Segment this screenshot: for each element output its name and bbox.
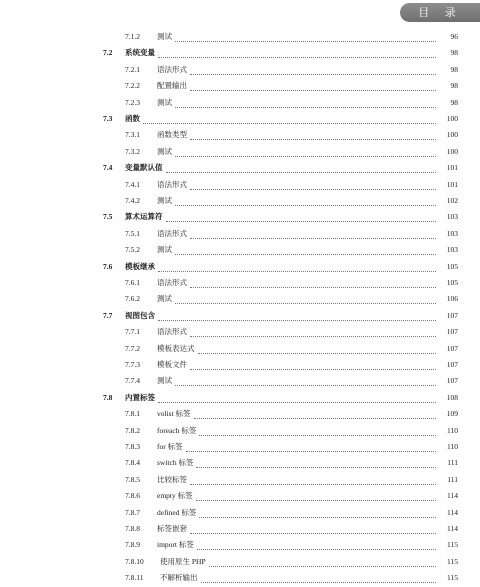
toc-subsection-row[interactable] <box>0 94 480 111</box>
toc-entry-number: 7.8.3 <box>125 442 140 451</box>
toc-entry-number: 7.8.11 <box>125 573 144 583</box>
toc-entry-number: 7.8.10 <box>125 556 144 566</box>
toc-subsection-row[interactable] <box>0 504 480 521</box>
toc-entry-page-number: 106 <box>446 294 458 304</box>
toc-dot-leader <box>196 490 436 501</box>
toc-entry-page-number: 107 <box>446 343 458 353</box>
toc-entry-number: 7.8.6 <box>125 491 140 501</box>
toc-entry-number: 7.5 <box>103 212 113 222</box>
toc-entry-page-number: 101 <box>446 163 458 173</box>
toc-entry-page-number: 98 <box>450 97 458 107</box>
toc-dot-leader <box>166 162 436 173</box>
toc-dot-leader <box>175 244 436 255</box>
toc-entry-page-number: 108 <box>446 392 458 402</box>
toc-subsection-row[interactable] <box>0 422 480 439</box>
toc-entry-title: import 标签 <box>157 540 194 550</box>
toc-dot-leader <box>175 195 436 206</box>
toc-dot-leader <box>190 179 436 190</box>
toc-subsection-row[interactable] <box>0 143 480 160</box>
toc-entry-title: 模板继承 <box>125 261 155 271</box>
toc-entry-number: 7.8.8 <box>125 524 140 533</box>
toc-section-row[interactable] <box>0 307 480 324</box>
toc-subsection-row[interactable] <box>0 536 480 553</box>
toc-entry-page-number: 107 <box>446 360 458 369</box>
toc-dot-leader <box>190 129 436 140</box>
toc-entry-page-number: 96 <box>450 32 458 41</box>
toc-dot-leader <box>158 392 436 403</box>
toc-subsection-row[interactable] <box>0 356 480 373</box>
toc-entry-page-number: 107 <box>446 376 458 386</box>
toc-entry-title: 系统变量 <box>125 48 155 58</box>
toc-dot-leader <box>209 556 436 567</box>
toc-dot-leader <box>166 211 436 222</box>
toc-entry-title: foreach 标签 <box>157 425 197 435</box>
toc-entry-number: 7.5.2 <box>125 245 140 255</box>
toc-dot-leader <box>197 539 436 550</box>
toc-entry-number: 7.2 <box>103 48 113 58</box>
toc-entry-page-number: 109 <box>446 409 458 419</box>
toc-subsection-row[interactable] <box>0 61 480 78</box>
toc-subsection-row[interactable] <box>0 28 480 45</box>
toc-dot-leader <box>190 474 436 485</box>
toc-subsection-row[interactable] <box>0 372 480 389</box>
toc-dot-leader <box>190 228 436 239</box>
toc-entry-number: 7.5.1 <box>125 228 140 238</box>
toc-entry-number: 7.8.7 <box>125 507 140 517</box>
toc-entry-number: 7.7.3 <box>125 360 140 369</box>
toc-entry-title: 测试 <box>157 196 172 205</box>
toc-section-row[interactable] <box>0 389 480 406</box>
toc-entry-title: 不解析输出 <box>160 573 198 583</box>
toc-entry-page-number: 105 <box>446 278 458 287</box>
toc-entry-page-number: 100 <box>446 146 458 156</box>
toc-entry-title: 语法形式 <box>157 64 187 74</box>
toc-section-row[interactable] <box>0 258 480 275</box>
toc-entry-number: 7.2.3 <box>125 97 140 107</box>
toc-entry-page-number: 102 <box>446 196 458 205</box>
toc-entry-number: 7.8.9 <box>125 540 140 550</box>
toc-entry-page-number: 114 <box>447 507 458 517</box>
toc-entry-title: 内置标签 <box>125 392 155 402</box>
toc-entry-title: 使用原生 PHP <box>160 556 206 566</box>
toc-section-row[interactable] <box>0 110 480 127</box>
toc-entry-page-number: 98 <box>450 64 458 74</box>
toc-entry-number: 7.3 <box>103 114 113 123</box>
toc-subsection-row[interactable] <box>0 192 480 209</box>
chapter-header-tab: 目 录 <box>400 3 480 22</box>
toc-entry-title: 算术运算符 <box>125 212 163 222</box>
toc-dot-leader <box>196 457 436 468</box>
toc-entry-page-number: 100 <box>446 114 458 123</box>
toc-entry-title: 变量默认值 <box>125 163 163 173</box>
toc-entry-title: 测试 <box>157 97 172 107</box>
toc-entry-number: 7.8.4 <box>125 458 140 468</box>
toc-entry-number: 7.3.1 <box>125 130 140 140</box>
toc-entry-page-number: 105 <box>446 261 458 271</box>
toc-entry-page-number: 103 <box>446 245 458 255</box>
toc-subsection-row[interactable] <box>0 241 480 258</box>
toc-dot-leader <box>190 326 436 337</box>
toc-entry-title: 测试 <box>157 245 172 255</box>
toc-entry-page-number: 101 <box>446 179 458 189</box>
toc-section-row[interactable] <box>0 159 480 176</box>
toc-subsection-row[interactable] <box>0 487 480 504</box>
toc-dot-leader <box>158 310 436 321</box>
toc-dot-leader <box>199 507 436 518</box>
toc-entry-title: for 标签 <box>157 442 183 451</box>
toc-entry-number: 7.2.1 <box>125 64 140 74</box>
toc-entry-page-number: 110 <box>447 425 458 435</box>
toc-dot-leader <box>190 80 436 91</box>
toc-entry-title: 语法形式 <box>157 327 187 337</box>
toc-entry-number: 7.6 <box>103 261 113 271</box>
toc-subsection-row[interactable] <box>0 569 480 586</box>
toc-dot-leader <box>158 261 436 272</box>
toc-subsection-row[interactable] <box>0 176 480 193</box>
toc-entry-page-number: 98 <box>450 48 458 58</box>
toc-subsection-row[interactable] <box>0 553 480 570</box>
toc-entry-title: volist 标签 <box>157 409 191 419</box>
toc-dot-leader <box>175 146 436 157</box>
toc-subsection-row[interactable] <box>0 454 480 471</box>
toc-dot-leader <box>198 343 436 354</box>
toc-subsection-row[interactable] <box>0 77 480 94</box>
toc-subsection-row[interactable] <box>0 438 480 455</box>
toc-entry-title: 语法形式 <box>157 179 187 189</box>
toc-dot-leader <box>186 441 436 452</box>
toc-entry-number: 7.7.1 <box>125 327 140 337</box>
toc-entry-title: switch 标签 <box>157 458 194 468</box>
toc-entry-title: 视图包含 <box>125 310 155 320</box>
toc-entry-title: 配置输出 <box>157 81 187 91</box>
toc-entry-number: 7.4 <box>103 163 113 173</box>
toc-dot-leader <box>201 572 436 583</box>
toc-dot-leader <box>194 408 436 419</box>
toc-dot-leader <box>158 47 436 58</box>
toc-section-row[interactable] <box>0 44 480 61</box>
toc-entry-page-number: 103 <box>446 212 458 222</box>
toc-subsection-row[interactable] <box>0 225 480 242</box>
toc-dot-leader <box>190 359 436 370</box>
toc-entry-title: empty 标签 <box>157 491 193 501</box>
toc-entry-number: 7.2.2 <box>125 81 140 91</box>
toc-entry-page-number: 107 <box>446 327 458 337</box>
toc-subsection-row[interactable] <box>0 520 480 537</box>
toc-subsection-row[interactable] <box>0 340 480 357</box>
toc-entry-number: 7.8.5 <box>125 474 140 484</box>
toc-dot-leader <box>190 277 436 288</box>
toc-subsection-row[interactable] <box>0 274 480 291</box>
toc-entry-title: 函数 <box>125 114 140 123</box>
toc-entry-page-number: 114 <box>447 524 458 533</box>
toc-subsection-row[interactable] <box>0 471 480 488</box>
toc-entry-title: 语法形式 <box>157 228 187 238</box>
toc-entry-page-number: 103 <box>446 228 458 238</box>
toc-entry-title: 测试 <box>157 294 172 304</box>
toc-subsection-row[interactable] <box>0 126 480 143</box>
toc-entry-title: 语法形式 <box>157 278 187 287</box>
toc-entry-page-number: 115 <box>447 556 458 566</box>
toc-entry-title: 模板文件 <box>157 360 187 369</box>
toc-dot-leader <box>175 31 436 42</box>
toc-entry-page-number: 100 <box>446 130 458 140</box>
toc-entry-title: 测试 <box>157 32 172 41</box>
toc-entry-title: 比较标签 <box>157 474 187 484</box>
toc-section-row[interactable] <box>0 208 480 225</box>
toc-dot-leader <box>199 425 436 436</box>
toc-dot-leader <box>190 64 436 75</box>
toc-entry-number: 7.6.1 <box>125 278 140 287</box>
toc-entry-title: 测试 <box>157 146 172 156</box>
toc-entry-title: 模板表达式 <box>157 343 195 353</box>
toc-subsection-row[interactable] <box>0 323 480 340</box>
toc-entry-number: 7.8.2 <box>125 425 140 435</box>
toc-entry-title: 标签嵌套 <box>157 524 187 533</box>
toc-dot-leader <box>175 293 436 304</box>
toc-dot-leader <box>175 375 436 386</box>
toc-entry-title: 函数类型 <box>157 130 187 140</box>
toc-entry-number: 7.4.1 <box>125 179 140 189</box>
toc-entry-number: 7.8 <box>103 392 113 402</box>
toc-entry-page-number: 115 <box>447 573 458 583</box>
toc-subsection-row[interactable] <box>0 405 480 422</box>
toc-entry-page-number: 111 <box>447 474 458 484</box>
toc-entry-number: 7.4.2 <box>125 196 140 205</box>
toc-entry-number: 7.7.4 <box>125 376 140 386</box>
toc-entry-page-number: 114 <box>447 491 458 501</box>
toc-entry-page-number: 98 <box>450 81 458 91</box>
toc-entry-title: defined 标签 <box>157 507 197 517</box>
toc-entry-title: 测试 <box>157 376 172 386</box>
toc-entry-number: 7.7.2 <box>125 343 140 353</box>
toc-entry-number: 7.6.2 <box>125 294 140 304</box>
toc-dot-leader <box>143 113 436 124</box>
toc-entry-number: 7.8.1 <box>125 409 140 419</box>
toc-entry-number: 7.7 <box>103 310 113 320</box>
toc-entry-page-number: 107 <box>446 310 458 320</box>
toc-entry-number: 7.3.2 <box>125 146 140 156</box>
toc-dot-leader <box>190 523 436 534</box>
toc-entry-number: 7.1.2 <box>125 32 140 41</box>
toc-entry-page-number: 111 <box>447 458 458 468</box>
toc-subsection-row[interactable] <box>0 290 480 307</box>
toc-entry-page-number: 110 <box>447 442 458 451</box>
toc-dot-leader <box>175 97 436 108</box>
toc-entry-page-number: 115 <box>447 540 458 550</box>
